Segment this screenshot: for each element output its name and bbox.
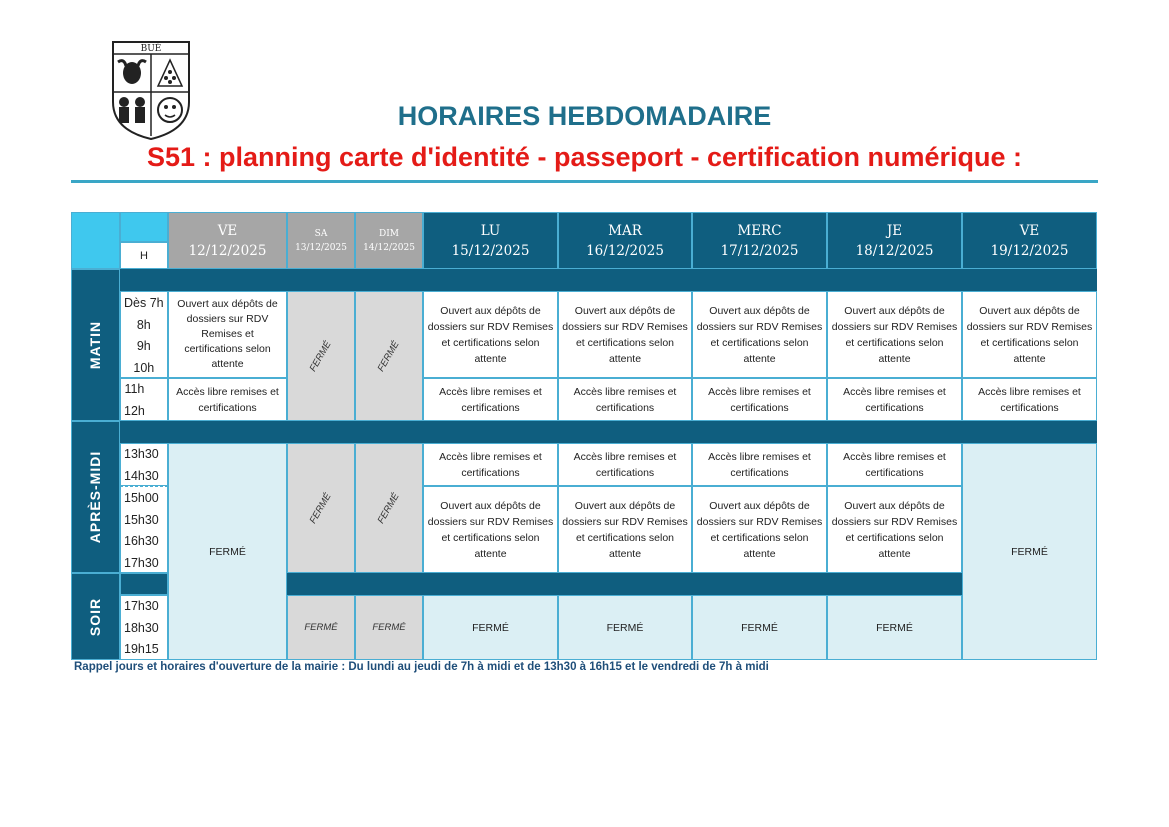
- header-corner-left: [71, 212, 120, 269]
- mar16-soir-ferme: FERMÉ: [558, 595, 692, 660]
- lu15-apm-depots: Ouvert aux dépôts de dossiers sur RDV Remises et certifications selon attente: [423, 486, 558, 573]
- ve12-apres-midi-ferme: FERMÉ: [168, 443, 287, 660]
- day-name: MERC: [737, 222, 782, 239]
- band-apres-midi: [120, 421, 1097, 443]
- day-date: 19/12/2025: [990, 242, 1069, 259]
- lu15-apm-acces-libre: Accès libre remises et certifications: [423, 443, 558, 486]
- lu15-soir-ferme: FERMÉ: [423, 595, 558, 660]
- ve19-matin-depots: Ouvert aux dépôts de dossiers sur RDV Remises et certifications selon attente: [962, 291, 1097, 378]
- mar16-apm-depots: Ouvert aux dépôts de dossiers sur RDV Remises et certifications selon attente: [558, 486, 692, 573]
- section-label-soir: SOIR: [87, 597, 104, 636]
- time-label: 17h30: [124, 599, 159, 613]
- mar16-matin-depots: Ouvert aux dépôts de dossiers sur RDV Remises et certifications selon attente: [558, 291, 692, 378]
- sa13-apres-midi-ferme: [287, 443, 355, 573]
- time-label: Dès 7h: [124, 296, 164, 310]
- time-label: 16h30: [124, 534, 159, 548]
- sa13-matin-ferme: [287, 291, 355, 421]
- merc17-matin-depots: Ouvert aux dépôts de dossiers sur RDV Remises et certifications selon attente: [692, 291, 827, 378]
- page-title: HORAIRES HEBDOMADAIRE: [397, 101, 772, 131]
- time-list: [121, 379, 145, 422]
- ferme-label: FERMÉ: [375, 490, 403, 526]
- dim14-matin-ferme: [355, 291, 423, 421]
- time-label: 14h30: [124, 468, 159, 483]
- day-date: 17/12/2025: [720, 242, 799, 259]
- lu15-matin-acces-libre: Accès libre remises et certifications: [423, 378, 558, 421]
- day-date: 16/12/2025: [586, 242, 664, 259]
- band-matin: [120, 269, 1097, 291]
- hour-column-header: H: [120, 242, 168, 269]
- time-list: [121, 488, 159, 574]
- dim14-apres-midi-ferme: [355, 443, 423, 573]
- je18-matin-acces-libre: Accès libre remises et certifications: [827, 378, 962, 421]
- time-label: 13h30: [124, 447, 159, 461]
- day-name: VE: [1019, 222, 1040, 239]
- section-apres-midi: [71, 421, 120, 573]
- opening-hours-reminder: Rappel jours et horaires d'ouverture de la mairie : Du lundi au jeudi de 7h à midi et de 13h30 à 16h15 et le vendredi de 7h à midi: [74, 661, 769, 673]
- day-name: LU: [480, 222, 501, 239]
- day-date: 18/12/2025: [855, 242, 934, 259]
- day-header-je-18: [827, 212, 962, 269]
- header-corner-top: [120, 212, 168, 242]
- ferme-label: FERMÉ: [307, 490, 335, 526]
- day-header-merc-17: [692, 212, 827, 269]
- day-name: JE: [886, 222, 903, 239]
- day-header-sa-13: [287, 212, 355, 269]
- time-label: 10h: [133, 360, 155, 375]
- je18-matin-depots: Ouvert aux dépôts de dossiers sur RDV Remises et certifications selon attente: [827, 291, 962, 378]
- mar16-apm-acces-libre: Accès libre remises et certifications: [558, 443, 692, 486]
- logo-text: BUÉ: [140, 44, 162, 54]
- je18-apm-depots: Ouvert aux dépôts de dossiers sur RDV Remises et certifications selon attente: [827, 486, 962, 573]
- day-name: MAR: [608, 222, 642, 239]
- title-divider: [71, 180, 1098, 183]
- day-header-dim-14: [355, 212, 423, 269]
- time-band-soir: [120, 573, 168, 595]
- ferme-label: FERMÉ: [372, 622, 406, 633]
- day-date: 14/12/2025: [363, 242, 415, 253]
- time-label: 11h: [124, 382, 145, 396]
- band-soir: [287, 573, 962, 595]
- time-list: [121, 596, 159, 661]
- time-label: 17h30: [124, 555, 159, 570]
- time-cell-matin-top: [120, 291, 168, 378]
- sa13-soir-ferme: [287, 595, 355, 660]
- merc17-matin-acces-libre: Accès libre remises et certifications: [692, 378, 827, 421]
- ve12-matin-depots: Ouvert aux dépôts de dossiers sur RDV Remises et certifications selon attente: [168, 291, 287, 378]
- time-label: 15h30: [124, 512, 159, 527]
- time-label: 19h15: [124, 642, 159, 656]
- section-label-apres-midi: APRÈS-MIDI: [87, 450, 104, 544]
- merc17-apm-acces-libre: Accès libre remises et certifications: [692, 443, 827, 486]
- ve19-apres-midi-ferme: FERMÉ: [962, 443, 1097, 660]
- je18-apm-acces-libre: Accès libre remises et certifications: [827, 443, 962, 486]
- page-subtitle: S51 : planning carte d'identité - passeport - certification numérique :: [146, 142, 1023, 172]
- mar16-matin-acces-libre: Accès libre remises et certifications: [558, 378, 692, 421]
- section-label-matin: MATIN: [87, 320, 104, 370]
- day-date: 13/12/2025: [295, 242, 347, 253]
- ferme-label: FERMÉ: [304, 622, 338, 633]
- lu15-matin-depots: Ouvert aux dépôts de dossiers sur RDV Remises et certifications selon attente: [423, 291, 558, 378]
- day-header-ve-19: [962, 212, 1097, 269]
- time-cell-soir: [120, 595, 168, 660]
- day-name: DIM: [379, 228, 399, 239]
- section-matin: [71, 269, 120, 421]
- ve19-matin-acces-libre: Accès libre remises et certifications: [962, 378, 1097, 421]
- merc17-soir-ferme: FERMÉ: [692, 595, 827, 660]
- ve12-matin-acces-libre: Accès libre remises et certifications: [168, 378, 287, 421]
- ferme-label: FERMÉ: [307, 338, 335, 374]
- merc17-apm-depots: Ouvert aux dépôts de dossiers sur RDV Remises et certifications selon attente: [692, 486, 827, 573]
- day-header-mar-16: [558, 212, 692, 269]
- day-date: 15/12/2025: [451, 242, 530, 259]
- time-list: [121, 293, 164, 379]
- section-soir: [71, 573, 120, 660]
- time-cell-apm-bottom: [120, 486, 168, 573]
- time-label: 9h: [136, 339, 151, 353]
- day-name: SA: [314, 228, 328, 239]
- time-cell-apm-top: [120, 443, 168, 486]
- time-cell-matin-bottom: [120, 378, 168, 421]
- day-header-lu-15: [423, 212, 558, 269]
- je18-soir-ferme: FERMÉ: [827, 595, 962, 660]
- time-list: [121, 444, 159, 487]
- time-label: 12h: [124, 403, 145, 418]
- ferme-label: FERMÉ: [375, 338, 403, 374]
- time-label: 15h00: [124, 491, 159, 505]
- day-header-ve-12: [168, 212, 287, 269]
- day-name: VE: [217, 222, 238, 239]
- dim14-soir-ferme: [355, 595, 423, 660]
- time-label: 18h30: [124, 620, 159, 635]
- day-date: 12/12/2025: [188, 242, 267, 259]
- time-label: 8h: [136, 317, 151, 332]
